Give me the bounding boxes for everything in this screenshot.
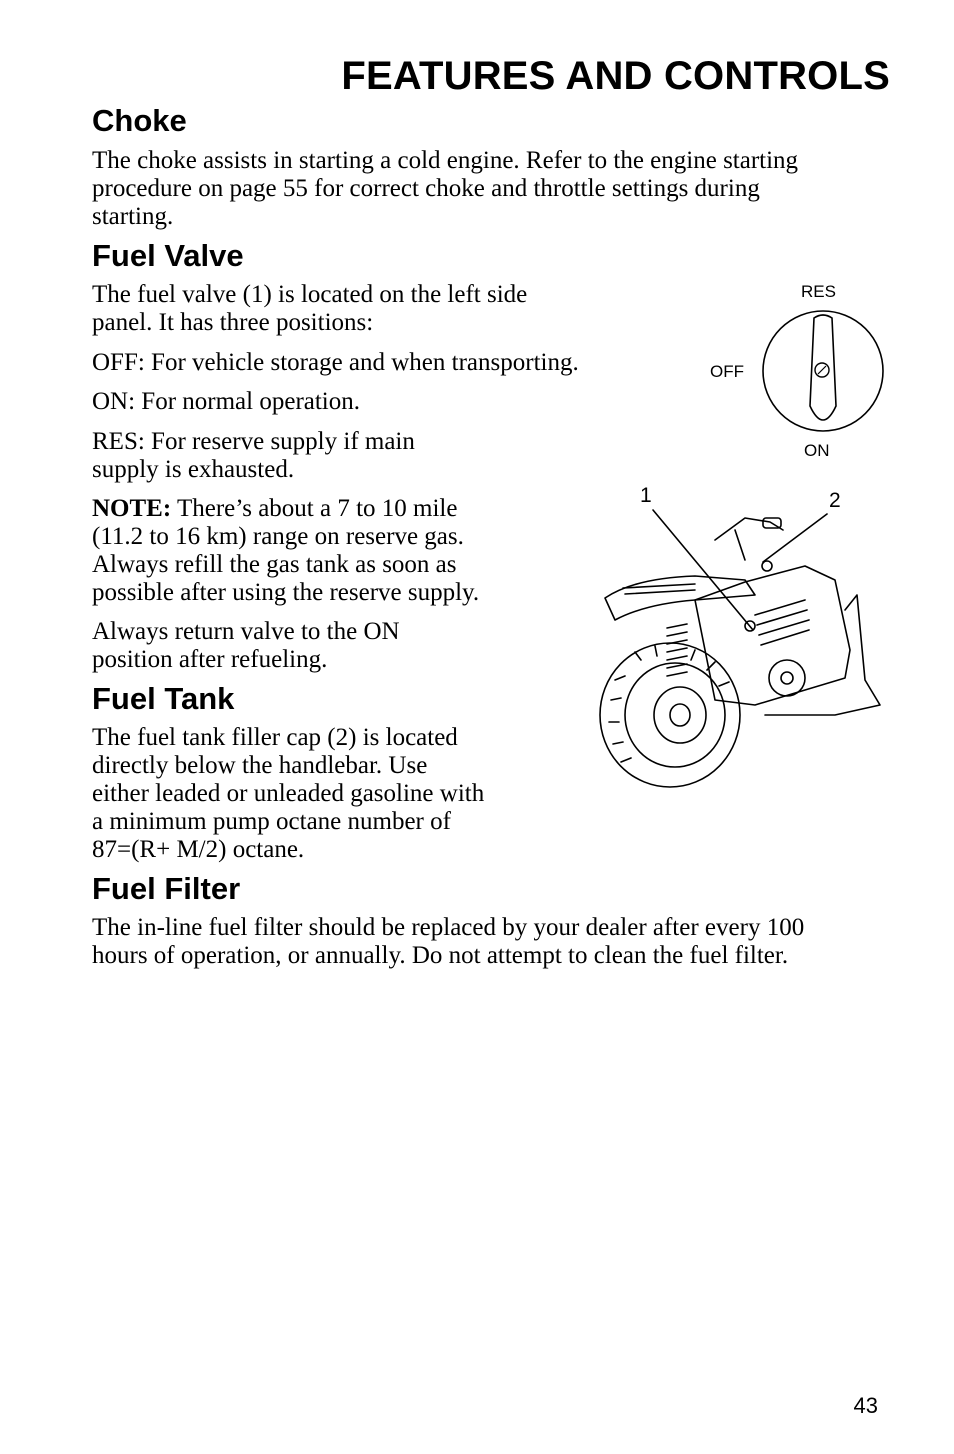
choke-heading: Choke xyxy=(92,103,187,138)
fuel-filter-paragraph xyxy=(92,914,804,970)
fuel-valve-res-line: RES: For reserve supply if main xyxy=(92,428,415,455)
callout-2: 2 xyxy=(829,489,841,512)
fuel-valve-dial-icon xyxy=(756,306,890,436)
valve-off-label: OFF xyxy=(710,362,744,381)
fuel-valve-return-line: Always return valve to the ON xyxy=(92,618,400,645)
note-label: NOTE: xyxy=(92,495,172,522)
fuel-tank-line: a minimum pump octane number of xyxy=(92,808,451,835)
choke-paragraph xyxy=(92,147,798,231)
page-number: 43 xyxy=(853,1393,878,1418)
valve-res-label: RES xyxy=(801,282,836,301)
fuel-valve-off: OFF: For vehicle storage and when transporting. xyxy=(92,349,579,376)
choke-line: starting. xyxy=(92,203,174,230)
fuel-valve-res-line: supply is exhausted. xyxy=(92,456,295,483)
atv-fuel-valve-icon xyxy=(595,500,885,790)
note-line: possible after using the reserve supply. xyxy=(92,579,480,606)
fuel-valve-intro-line: panel. It has three positions: xyxy=(92,309,374,336)
fuel-valve-intro xyxy=(92,281,527,337)
note-line: Always refill the gas tank as soon as xyxy=(92,551,457,578)
fuel-valve-intro-line: The fuel valve (1) is located on the left side xyxy=(92,281,528,308)
choke-line: The choke assists in starting a cold engine. Refer to the engine starting xyxy=(92,147,799,174)
fuel-filter-heading: Fuel Filter xyxy=(92,871,241,906)
note-line: There’s about a 7 to 10 mile xyxy=(171,495,458,522)
choke-line: procedure on page 55 for correct choke and throttle settings during xyxy=(92,175,760,202)
valve-on-label: ON xyxy=(804,441,830,460)
callout-1: 1 xyxy=(640,484,652,507)
fuel-tank-line: The fuel tank filler cap (2) is located xyxy=(92,724,458,751)
fuel-valve-note xyxy=(92,495,479,607)
fuel-valve-res xyxy=(92,428,415,484)
page-title: FEATURES AND CONTROLS xyxy=(341,54,890,98)
fuel-valve-return-line: position after refueling. xyxy=(92,646,328,673)
fuel-tank-paragraph xyxy=(92,724,484,864)
fuel-valve-heading: Fuel Valve xyxy=(92,238,244,273)
fuel-tank-line: directly below the handlebar. Use xyxy=(92,752,428,779)
fuel-valve-return xyxy=(92,618,400,674)
fuel-filter-line: The in-line fuel filter should be replaced by your dealer after every 100 xyxy=(92,914,805,941)
fuel-tank-line: either leaded or unleaded gasoline with xyxy=(92,780,485,807)
note-line: (11.2 to 16 km) range on reserve gas. xyxy=(92,523,464,550)
fuel-valve-on: ON: For normal operation. xyxy=(92,388,361,415)
fuel-filter-line: hours of operation, or annually. Do not attempt to clean the fuel filter. xyxy=(92,942,789,969)
fuel-tank-heading: Fuel Tank xyxy=(92,681,235,716)
fuel-tank-line: 87=(R+ M/2) octane. xyxy=(92,836,305,863)
